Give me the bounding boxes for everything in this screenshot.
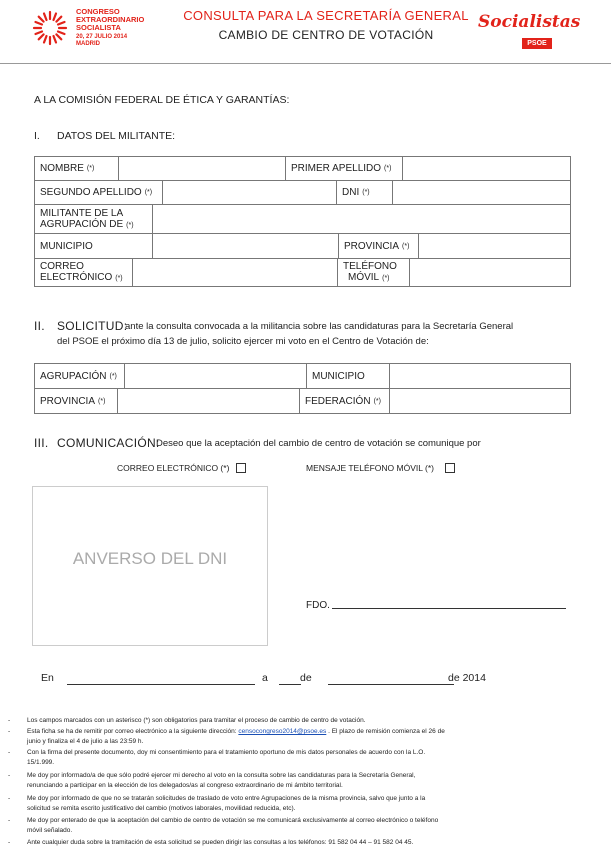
label-segundo-apellido xyxy=(34,180,163,205)
label-provincia xyxy=(338,233,419,259)
municipio-2-input[interactable] xyxy=(389,363,571,389)
required-mark: (*) xyxy=(109,372,117,380)
date-en-label: En xyxy=(41,672,54,684)
label-primer-apellido xyxy=(285,156,403,181)
note-dash: - xyxy=(8,839,11,846)
note-4-line1: Me doy por informado/a de que sólo podré ejercer mi derecho al voto en la consulta sobre las candidaturas para la Secretaría General, xyxy=(27,772,416,779)
congreso-burst-icon xyxy=(30,8,70,48)
logo-line-1: CONGRESO xyxy=(76,7,120,16)
federacion-input[interactable] xyxy=(389,388,571,414)
label-municipio xyxy=(34,233,153,259)
option-email-label: CORREO ELECTRÓNICO (*) xyxy=(117,463,230,473)
note-5-line1: Me doy por informado de que no se tratarán solicitudes de traslado de voto entre Agrupaciones de la misma provincia, salvo que junto a la xyxy=(27,795,426,802)
required-mark: (*) xyxy=(373,397,381,405)
label-correo-line1: CORREO xyxy=(40,261,84,272)
header-divider xyxy=(0,63,611,64)
required-mark: (*) xyxy=(86,165,95,172)
required-mark: (*) xyxy=(126,221,134,229)
dni-input[interactable] xyxy=(392,180,571,205)
date-de-label: de xyxy=(300,672,312,684)
sms-checkbox[interactable] xyxy=(445,463,455,473)
note-6-line1: Me doy por enterado de que la aceptación del cambio de centro de votación se me comunicará exclusivamente al correo electrónico o teléfono xyxy=(27,817,439,824)
footer-notes xyxy=(0,716,611,856)
note-5-line2: solicitud se remita escrito justificativo del cambio (motivos laborales, movilidad reducida, etc). xyxy=(27,805,296,812)
note-dash: - xyxy=(8,717,11,724)
note-2-before: Esta ficha se ha de remitir por correo electrónico a la siguiente dirección: xyxy=(27,728,237,735)
correo-input[interactable] xyxy=(132,258,338,287)
note-dash: - xyxy=(8,749,11,756)
militante-agrupacion-input[interactable] xyxy=(152,204,571,234)
note-4-line2: renunciando a participar en la elección de los delegados/as al congreso extraordinario de mi ámbito territorial. xyxy=(27,782,343,789)
label-provincia-text: PROVINCIA xyxy=(344,240,400,252)
signature-line[interactable] xyxy=(332,608,566,609)
logo-line-2: EXTRAORDINARIO xyxy=(76,15,145,24)
label-telefono xyxy=(337,258,410,287)
required-mark: (*) xyxy=(144,189,153,196)
label-municipio-2 xyxy=(306,363,390,389)
note-2-after: . El plazo de remisión comienza el 26 de xyxy=(328,728,445,735)
label-correo-line2: ELECTRÓNICO xyxy=(40,272,113,283)
label-agrupacion-text: AGRUPACIÓN xyxy=(40,370,107,382)
required-mark: (*) xyxy=(362,189,370,196)
logo-line-5: MADRID xyxy=(76,41,100,47)
label-correo xyxy=(34,258,133,287)
nombre-input[interactable] xyxy=(118,156,286,181)
dni-box-label: ANVERSO DEL DNI xyxy=(72,549,228,568)
municipio-input[interactable] xyxy=(152,233,339,259)
label-militante-line1: MILITANTE DE LA xyxy=(40,207,124,219)
section2-title: SOLICITUD: xyxy=(57,319,128,333)
date-year-label: de 2014 xyxy=(448,672,486,684)
note-3-line2: 15/1.999. xyxy=(27,759,55,766)
socialistas-logo xyxy=(478,12,581,52)
addressee: A LA COMISIÓN FEDERAL DE ÉTICA Y GARANTÍAS: xyxy=(34,94,290,106)
note-7-text: Ante cualquier duda sobre la tramitación de esta solicitud se pueden dirigir las consultas a los teléfonos: 91 582 04 44 – 91 582 04 45. xyxy=(27,839,414,846)
date-a-label: a xyxy=(262,672,268,684)
document-title: CONSULTA PARA LA SECRETARÍA GENERAL xyxy=(183,8,469,23)
psoe-badge: PSOE xyxy=(522,38,552,49)
label-dni xyxy=(336,180,393,205)
email-checkbox[interactable] xyxy=(236,463,246,473)
note-2-line2: junio y finaliza el 4 de julio a las 23:59 h. xyxy=(27,738,144,745)
telefono-input[interactable] xyxy=(409,258,571,287)
section1-title: DATOS DEL MILITANTE: xyxy=(57,130,176,142)
email-link[interactable]: censocongreso2014@psoe.es xyxy=(238,728,327,735)
label-telefono-line1: TELÉFONO xyxy=(343,261,397,272)
section3-number: III. xyxy=(34,436,49,450)
label-militante-line2: AGRUPACIÓN DE xyxy=(40,218,124,230)
section2-text-line1: ante la consulta convocada a la militancia sobre las candidaturas para la Secretaría General xyxy=(125,321,514,332)
label-provincia-2-text: PROVINCIA xyxy=(40,395,96,407)
label-federacion-text: FEDERACIÓN xyxy=(305,395,371,407)
note-dash: - xyxy=(8,795,11,802)
provincia-input[interactable] xyxy=(418,233,571,259)
date-day-line[interactable] xyxy=(279,684,301,685)
note-dash: - xyxy=(8,772,11,779)
signature-label: FDO. xyxy=(306,600,330,611)
section2-number: II. xyxy=(34,319,45,333)
required-mark: (*) xyxy=(115,275,123,282)
section3-title: COMUNICACIÓN: xyxy=(57,436,160,450)
logo-line-3: SOCIALISTA xyxy=(76,23,121,32)
label-telefono-line2: MÓVIL xyxy=(348,272,380,283)
label-nombre-text: NOMBRE xyxy=(40,163,84,174)
label-segundo-apellido-text: SEGUNDO APELLIDO xyxy=(40,187,142,198)
label-federacion xyxy=(299,388,390,414)
congreso-logo xyxy=(30,8,170,48)
section1-number: I. xyxy=(34,130,40,142)
note-1-text: Los campos marcados con un asterisco (*) son obligatorios para tramitar el proceso de cambio de centro de votación. xyxy=(27,717,366,724)
option-sms-label: MENSAJE TELÉFONO MÓVIL (*) xyxy=(306,463,434,473)
date-month-line[interactable] xyxy=(328,684,454,685)
logo-line-4: 20, 27 JULIO 2014 xyxy=(76,34,128,40)
provincia-2-input[interactable] xyxy=(117,388,300,414)
note-dash: - xyxy=(8,817,11,824)
label-municipio-text: MUNICIPIO xyxy=(40,240,93,252)
note-3-line1: Con la firma del presente documento, doy mi consentimiento para el tratamiento oportuno de mis datos personales de acuerdo con la L.O. xyxy=(27,749,426,756)
label-militante-agrupacion xyxy=(34,204,153,234)
agrupacion-input[interactable] xyxy=(124,363,307,389)
label-provincia-2 xyxy=(34,388,118,414)
label-municipio-2-text: MUNICIPIO xyxy=(312,370,365,382)
note-6-line2: móvil señalado. xyxy=(27,827,73,834)
primer-apellido-input[interactable] xyxy=(402,156,571,181)
section3-text: Deseo que la aceptación del cambio de centro de votación se comunique por xyxy=(156,438,481,449)
label-primer-apellido-text: PRIMER APELLIDO xyxy=(291,163,382,174)
document-subtitle: CAMBIO DE CENTRO DE VOTACIÓN xyxy=(218,28,434,42)
required-mark: (*) xyxy=(384,165,392,172)
note-dash: - xyxy=(8,728,11,735)
segundo-apellido-input[interactable] xyxy=(162,180,337,205)
section2-text-line2: del PSOE el próximo día 13 de julio, solicito ejercer mi voto en el Centro de Votación de: xyxy=(57,336,429,347)
date-place-line[interactable] xyxy=(67,684,255,685)
socialistas-wordmark: Socialistas xyxy=(478,12,581,32)
required-mark: (*) xyxy=(402,242,410,250)
label-nombre xyxy=(34,156,119,181)
label-dni-text: DNI xyxy=(342,187,360,198)
required-mark: (*) xyxy=(382,275,390,282)
label-agrupacion xyxy=(34,363,125,389)
required-mark: (*) xyxy=(98,397,106,405)
